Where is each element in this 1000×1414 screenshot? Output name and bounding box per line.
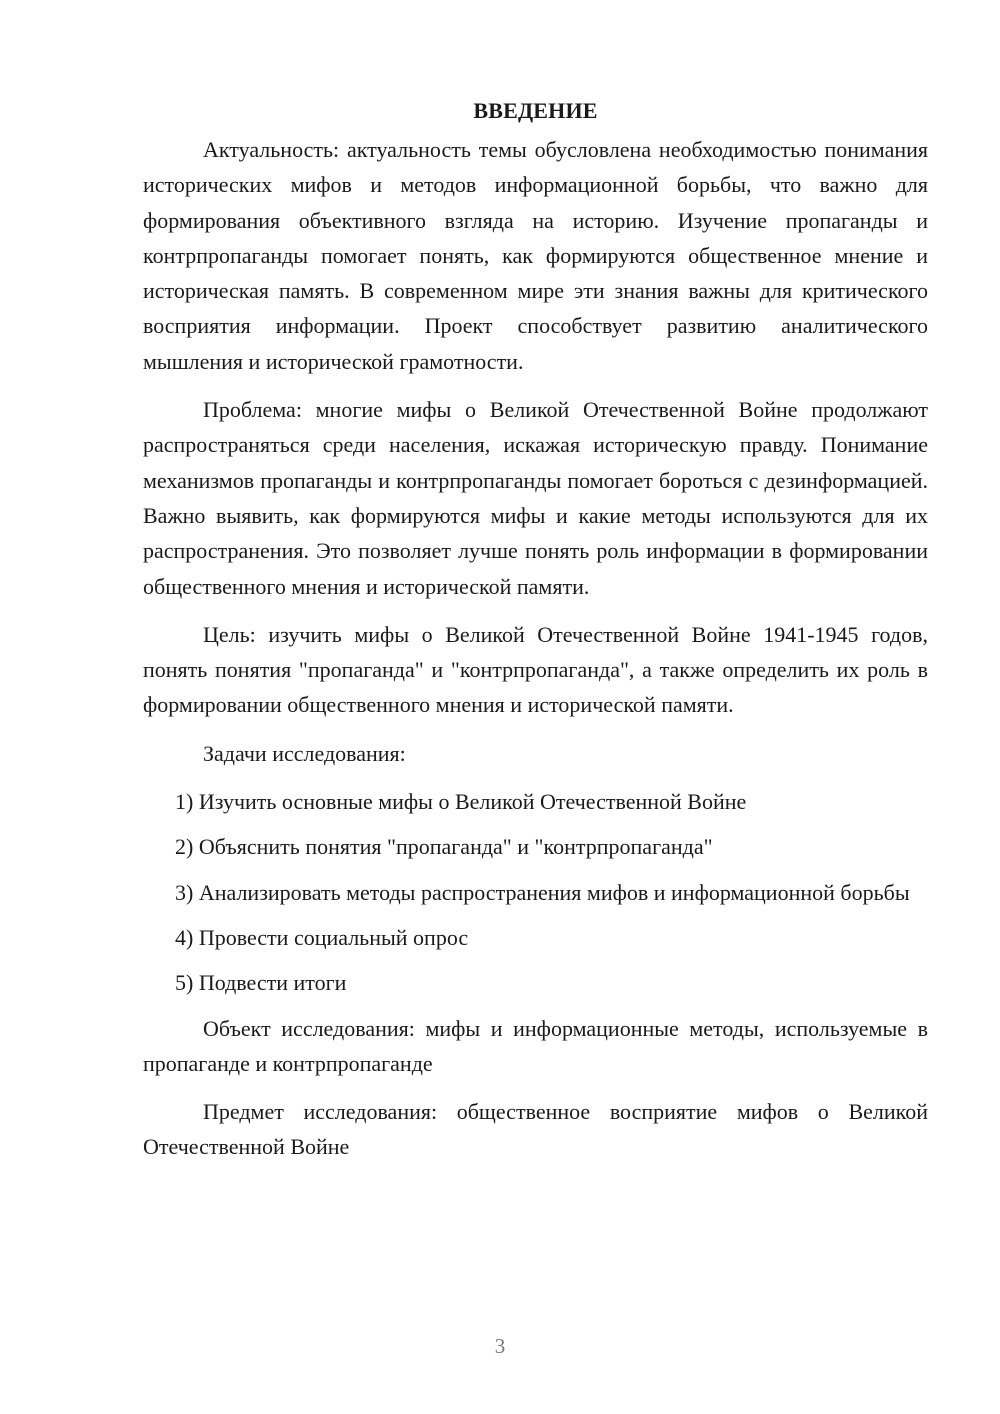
task-item-5: 5) Подвести итоги — [175, 970, 347, 996]
page-title: ВВЕДЕНИЕ — [473, 98, 598, 123]
tasks-list — [143, 784, 928, 1000]
task-item-1: 1) Изучить основные мифы о Великой Отечественной Войне — [175, 789, 747, 815]
relevance-paragraph: Актуальность: актуальность темы обусловлена необходимостью понимания исторических мифов и методов информационной борьбы, что важно для формирования объективного взгляда на историю. Изучение пропаганды и контрпропаганды помогает понять, как формируются общественное мнение и историческая память. В современном мире эти знания важны для критического восприятия информации. Проект способствует развитию аналитического мышления и исторической грамотности. — [143, 137, 928, 374]
task-item-2: 2) Объяснить понятия "пропаганда" и "контрпропаганда" — [175, 834, 713, 860]
subject-paragraph: Предмет исследования: общественное восприятие мифов о Великой Отечественной Войне — [143, 1099, 928, 1160]
page-number: 3 — [494, 1334, 506, 1358]
task-item-3: 3) Анализировать методы распространения мифов и информационной борьбы — [175, 879, 910, 905]
tasks-heading: Задачи исследования: — [203, 740, 406, 766]
goal-paragraph: Цель: изучить мифы о Великой Отечественной Войне 1941-1945 годов, понять понятия "пропаганда" и "контрпропаганда", а также определить их роль в формировании общественного мнения и исторической памяти. — [143, 621, 928, 718]
page-content — [143, 96, 928, 1178]
problem-paragraph: Проблема: многие мифы о Великой Отечественной Войне продолжают распространяться среди населения, искажая историческую правду. Понимание механизмов пропаганды и контрпропаганды помогает бороться с дезинформацией. Важно выявить, как формируются мифы и какие методы используются для их распространения. Это позволяет лучше понять роль информации в формировании общественного мнения и исторической памяти. — [143, 397, 928, 599]
task-item-4: 4) Провести социальный опрос — [175, 924, 469, 950]
object-paragraph: Объект исследования: мифы и информационные методы, используемые в пропаганде и контрпропаганде — [143, 1015, 928, 1076]
